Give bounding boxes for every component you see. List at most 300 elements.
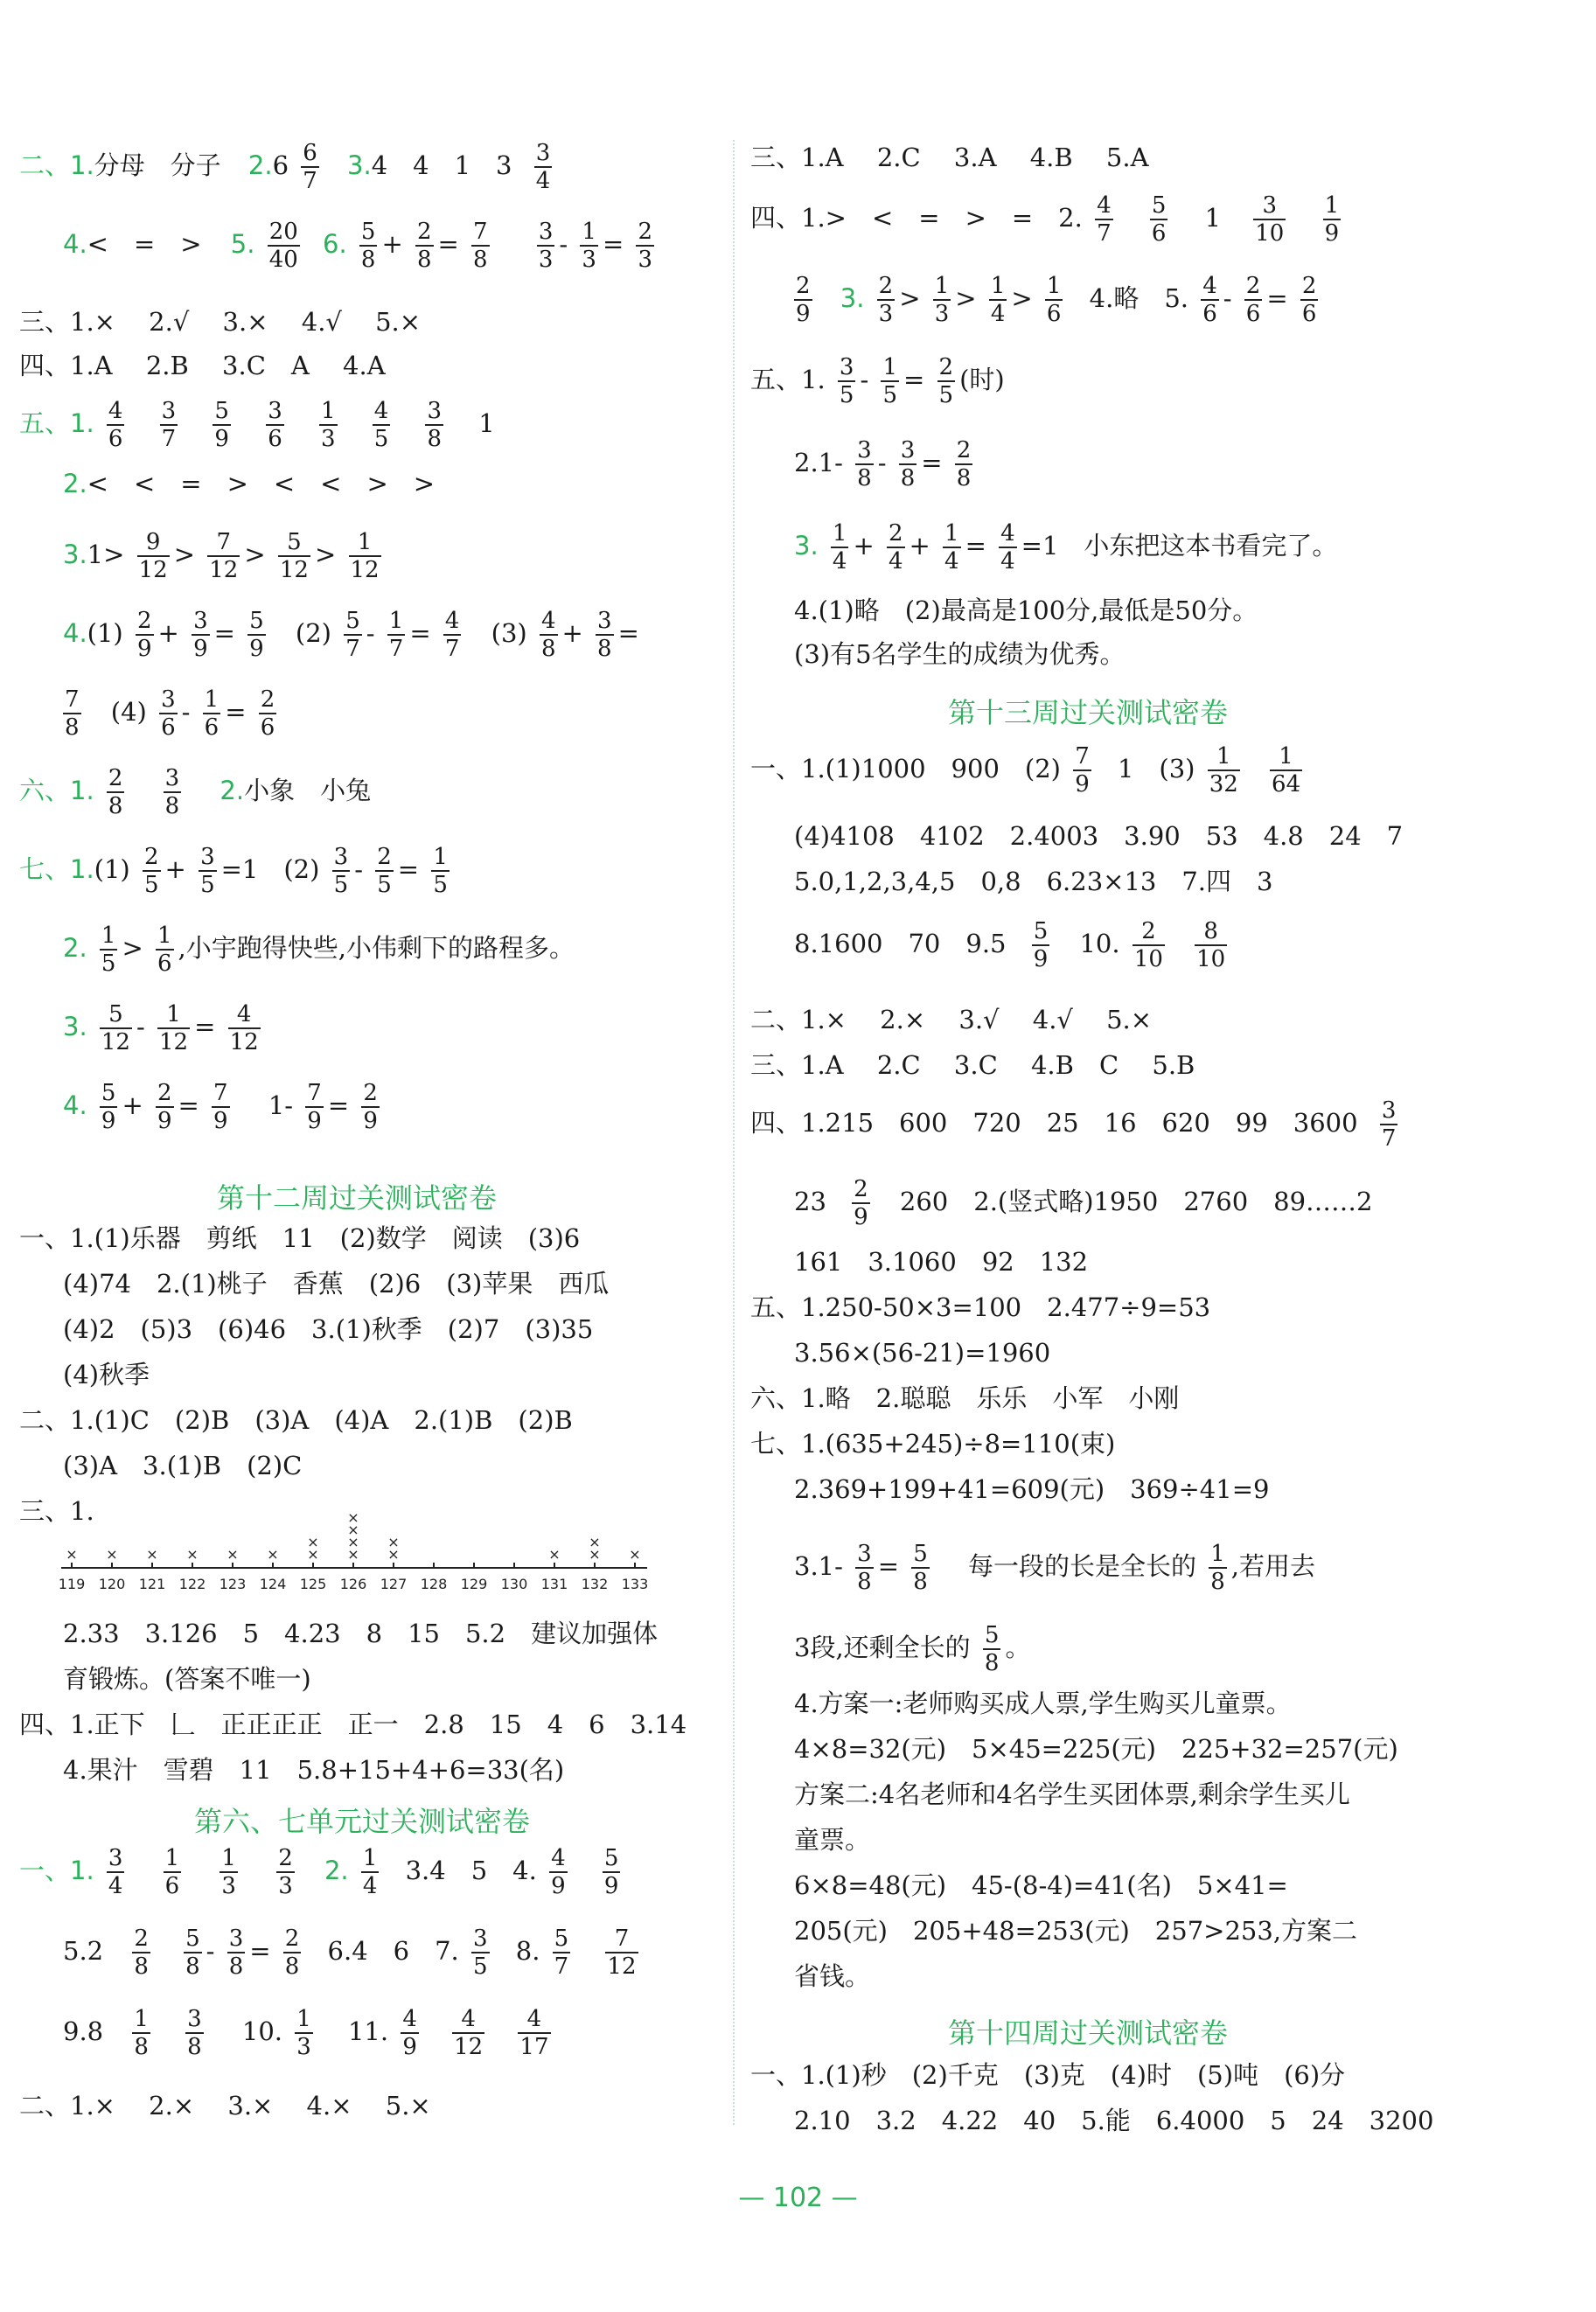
numerator: 3	[1381, 1097, 1397, 1124]
fraction	[989, 273, 1007, 327]
numerator: 1	[1324, 192, 1340, 219]
numerator: 3	[839, 354, 854, 380]
numerator: 2	[157, 1080, 172, 1106]
answer-row: 三、1.A 2.C 3.A 4.B 5.A	[750, 143, 1149, 172]
fraction	[1195, 918, 1227, 972]
dot-plot-mark: ×	[146, 1546, 158, 1563]
numerator: 1	[349, 529, 381, 557]
answer-text: 5.2	[63, 1936, 104, 1966]
dot-plot-tick-label: 126	[339, 1576, 367, 1592]
answer-text: 1	[1204, 203, 1222, 233]
answer-row: 3.1> $\frac{9}{12}$ > $\frac{7}{12}$ > $\frac{5}{12}$ > $\frac{1}{12}$	[63, 529, 380, 583]
denominator: 4	[832, 548, 847, 575]
denominator: 8	[984, 1650, 1000, 1676]
numerator: 4	[228, 1001, 261, 1029]
answer-text: (2)	[295, 618, 331, 648]
denominator: 12	[350, 557, 380, 583]
dot-plot-tick-label: 131	[540, 1576, 568, 1592]
dot-plot-mark: ×	[589, 1546, 601, 1563]
denominator: 12	[279, 557, 309, 583]
answer-row	[19, 140, 556, 194]
fraction	[443, 608, 462, 662]
denominator: 5	[433, 872, 448, 898]
dot-plot-mark: ×	[227, 1546, 239, 1563]
denominator: 6	[1046, 301, 1062, 327]
fraction	[1323, 192, 1342, 247]
fraction	[332, 844, 351, 898]
denominator: 12	[138, 557, 168, 583]
numerator: 5	[554, 1926, 569, 1952]
answer-row: 5.2 $\frac{2}{8}$ $\frac{5}{8}$ - $\frac{3}{8}$ = $\frac{2}{8}$ 6.4 6 7. $\frac{3}{5}$ 8. $\frac{5}{7}$ $\frac{7}{12}$	[63, 1926, 637, 1980]
numerator: 2	[1133, 918, 1165, 946]
denominator: 9	[603, 1873, 619, 1899]
denominator: 12	[454, 2034, 484, 2060]
fraction	[553, 1926, 571, 1980]
denominator: 7	[161, 426, 177, 452]
numerator: 3	[161, 686, 176, 713]
answer-row	[63, 2006, 555, 2060]
answer-text: 小象 小兔	[244, 776, 372, 805]
fraction	[1045, 273, 1063, 327]
fraction	[143, 844, 161, 898]
answer-row	[794, 1176, 1373, 1230]
fraction	[156, 1080, 174, 1134]
fraction	[132, 1926, 150, 1980]
fraction	[1095, 192, 1113, 247]
fraction	[247, 608, 266, 662]
numerator: 7	[213, 1080, 228, 1106]
denominator: 7	[444, 636, 460, 662]
numerator: 2	[416, 219, 432, 245]
fraction	[259, 686, 277, 741]
denominator: 9	[307, 1108, 322, 1134]
fraction	[911, 1541, 930, 1595]
column-divider	[733, 140, 735, 2125]
fraction	[184, 1926, 202, 1980]
item-number: 3.	[63, 540, 87, 569]
numerator: 4	[551, 1845, 566, 1871]
answer-row: (3)有5名学生的成绩为优秀。	[794, 639, 1126, 669]
numerator: 2	[1245, 273, 1261, 299]
denominator: 8	[284, 1953, 300, 1980]
denominator: 3	[582, 247, 596, 273]
answer-row: 一、1.(1)秒 (2)千克 (3)克 (4)时 (5)吨 (6)分	[750, 2060, 1346, 2090]
numerator: 3	[538, 219, 554, 245]
denominator: 9	[363, 1108, 378, 1134]
answer-row: 5.0,1,2,3,4,5 0,8 6.23×13 7.四 3	[794, 867, 1273, 896]
fraction	[933, 273, 951, 327]
answer-text: 4 4 1 3	[371, 150, 512, 180]
numerator: 7	[207, 529, 240, 557]
denominator: 17	[519, 2034, 549, 2060]
answer-row: 2. $\frac{1}{5}$ > $\frac{1}{6}$ ,小宇跑得快些,小伟剩下的路程多。	[63, 923, 575, 977]
denominator: 7	[1381, 1125, 1397, 1152]
fraction	[1073, 743, 1091, 797]
numerator: 5	[913, 1541, 928, 1567]
denominator: 5	[373, 426, 389, 452]
numerator: 20	[268, 219, 298, 245]
answer-row: 2.10 3.2 4.22 40 5.能 6.4000 5 24 3200	[794, 2106, 1434, 2135]
item-number: 3.	[347, 150, 372, 180]
denominator: 40	[268, 247, 298, 273]
dot-plot-tick-label: 119	[58, 1576, 86, 1592]
fraction	[877, 273, 896, 327]
numerator: 2	[134, 1926, 149, 1952]
answer-row	[750, 743, 1307, 797]
dot-plot-tick-label: 124	[259, 1576, 287, 1592]
numerator: 2	[108, 765, 123, 791]
numerator: 3	[1253, 192, 1286, 220]
fraction	[852, 1176, 870, 1230]
fraction	[137, 529, 170, 583]
dot-plot-mark: ×	[589, 1534, 601, 1550]
denominator: 8	[134, 1953, 149, 1980]
denominator: 4	[108, 1873, 123, 1899]
fraction	[359, 219, 378, 273]
answer-text: (时)	[959, 365, 1005, 394]
denominator: 9	[101, 1108, 116, 1134]
answer-text: 10.	[241, 2016, 282, 2046]
fraction	[213, 398, 231, 452]
denominator: 8	[164, 793, 180, 819]
fraction	[596, 608, 614, 662]
fraction	[373, 398, 391, 452]
denominator: 9	[213, 1108, 228, 1134]
answer-row: 3.56×(56-21)=1960	[794, 1338, 1051, 1368]
fraction	[160, 398, 178, 452]
denominator: 8	[185, 1953, 200, 1980]
numerator: 3	[427, 398, 443, 424]
fraction	[207, 529, 240, 583]
answer-row: 五、1. $\frac{3}{5}$ - $\frac{1}{5}$ = $\frac{2}{5}$ (时)	[750, 354, 1005, 408]
fraction	[537, 219, 555, 273]
numerator: 4	[452, 2006, 484, 2034]
denominator: 8	[857, 1569, 872, 1595]
answer-text: =1 小东把这本书看完了。	[1021, 531, 1338, 561]
answer-row: 四、1.A 2.B 3.C A 4.A	[19, 351, 386, 380]
numerator: 1	[1270, 743, 1302, 771]
fraction	[471, 219, 490, 273]
answer-row: $\frac{2}{9}$ 3. $\frac{2}{3}$ > $\frac{1}{3}$ > $\frac{1}{4}$ > $\frac{1}{6}$ 4.略 5. $\frac{4}{6}$ - $\frac{2}{6}$ = $\frac{2}{6}$	[796, 273, 1317, 327]
denominator: 3	[296, 2034, 311, 2060]
denominator: 3	[221, 1873, 236, 1899]
numerator: 3	[597, 608, 612, 634]
denominator: 7	[345, 636, 360, 662]
numerator: 2	[143, 844, 159, 870]
denominator: 3	[538, 247, 554, 273]
denominator: 9	[796, 301, 811, 327]
answer-text: (3)	[491, 618, 527, 648]
fraction	[220, 1845, 238, 1899]
numerator: 2	[260, 686, 275, 713]
fraction	[100, 1001, 132, 1055]
numerator: 1	[1210, 1541, 1225, 1567]
answer-row: 一、1.(1)乐器 剪纸 11 (2)数学 阅读 (3)6	[19, 1223, 581, 1253]
denominator: 9	[214, 426, 229, 452]
fraction	[63, 686, 81, 741]
dot-plot-tick-label: 130	[500, 1576, 528, 1592]
numerator: 8	[1195, 918, 1227, 946]
fraction	[156, 923, 174, 977]
denominator: 6	[260, 714, 275, 741]
item-number: 2.	[63, 933, 87, 963]
answer-row: 6×8=48(元) 45-(8-4)=41(名) 5×41=	[794, 1870, 1288, 1900]
numerator: 3	[187, 2006, 202, 2032]
numerator: 4	[373, 398, 389, 424]
answer-row: (4)2 (5)3 (6)46 3.(1)秋季 (2)7 (3)35	[63, 1314, 594, 1344]
dot-plot-tick-label: 127	[380, 1576, 408, 1592]
answer-row: (4)4108 4102 2.4003 3.90 53 4.8 24 7	[794, 821, 1404, 851]
page-number: — 102 —	[738, 2183, 858, 2213]
fraction	[1133, 918, 1165, 972]
fraction	[794, 273, 812, 327]
item-number: 4.	[63, 1090, 87, 1120]
answer-text: 分母 分子	[94, 150, 221, 180]
denominator: 12	[159, 1029, 189, 1055]
denominator: 8	[360, 247, 376, 273]
denominator: 9	[136, 636, 152, 662]
numerator: 5	[984, 1622, 1000, 1648]
fraction	[136, 608, 154, 662]
answer-row: 3. $\frac{5}{12}$ - $\frac{1}{12}$ = $\frac{4}{12}$	[63, 1001, 259, 1055]
fraction	[1244, 273, 1263, 327]
fraction	[283, 1926, 302, 1980]
numerator: 2	[956, 437, 972, 463]
answer-text: =1 (2)	[220, 854, 320, 884]
numerator: 9	[137, 529, 170, 557]
numerator: 5	[101, 1080, 116, 1106]
numerator: 1	[433, 844, 448, 870]
dot-plot-mark: ×	[186, 1546, 199, 1563]
section-title: 第十二周过关测试密卷	[217, 1181, 498, 1215]
numerator: 2	[796, 273, 811, 299]
numerator: 4	[444, 608, 460, 634]
answer-text: 每一段的长是全长的	[967, 1551, 1196, 1581]
answer-text: 四、1.> < = > = 2.	[750, 203, 1083, 233]
numerator: 7	[1075, 743, 1090, 770]
fraction	[344, 608, 362, 662]
item-number: 2.	[63, 469, 87, 498]
answer-row: 161 3.1060 92 132	[794, 1247, 1089, 1277]
fraction	[549, 1845, 568, 1899]
numerator: 3	[161, 398, 177, 424]
dot-plot-mark: ×	[347, 1546, 359, 1563]
answer-row	[794, 918, 1231, 972]
fraction	[1201, 273, 1219, 327]
section-label: 六、1.	[19, 776, 94, 805]
numerator: 3	[333, 844, 349, 870]
denominator: 10	[1133, 946, 1163, 972]
answer-text: 。	[1005, 1633, 1031, 1662]
fraction	[636, 219, 654, 273]
denominator: 10	[1255, 220, 1285, 247]
denominator: 9	[249, 636, 264, 662]
numerator: 2	[136, 608, 152, 634]
fraction	[1270, 743, 1302, 797]
numerator: 4	[1000, 520, 1015, 547]
answer-text: 6.4 6 7.	[327, 1936, 459, 1966]
answer-text: 1	[478, 408, 495, 438]
answer-row: 4.< = > 5. $\frac{20}{40}$ 6. $\frac{5}{8}$ + $\frac{2}{8}$ = $\frac{7}{8}$ $\frac{3}{3}$ - $\frac{1}{3}$ = $\frac{2}{3}$	[63, 219, 653, 273]
fraction	[1032, 918, 1050, 972]
fraction	[425, 398, 443, 452]
numerator: 3	[473, 1926, 488, 1952]
fraction	[1300, 273, 1319, 327]
answer-row: 4. $\frac{5}{9}$ + $\frac{2}{9}$ = $\frac{7}{9}$ 1- $\frac{7}{9}$ = $\frac{2}{9}$	[63, 1080, 378, 1134]
dot-plot-mark: ×	[387, 1546, 400, 1563]
denominator: 8	[540, 636, 556, 662]
denominator: 12	[607, 1953, 637, 1980]
fraction	[887, 520, 905, 575]
answer-row: 三、1.A 2.C 3.C 4.B C 5.B	[750, 1050, 1195, 1080]
denominator: 3	[638, 247, 653, 273]
fraction	[164, 765, 182, 819]
fraction	[881, 354, 899, 408]
answer-row: (4)秋季	[63, 1360, 150, 1389]
answer-row: 二、1.× 2.× 3.× 4.× 5.×	[19, 2091, 431, 2120]
answer-row	[750, 1097, 1402, 1152]
numerator: 3	[268, 398, 282, 424]
dot-plot-tick-label: 132	[581, 1576, 609, 1592]
answer-text: 10.	[1079, 929, 1120, 958]
fraction	[164, 1845, 182, 1899]
denominator: 5	[839, 382, 854, 408]
numerator: 1	[204, 686, 220, 713]
numerator: 7	[605, 1926, 638, 1953]
fraction	[855, 437, 874, 491]
fraction	[349, 529, 381, 583]
numerator: 4	[108, 398, 123, 424]
section-title: 第十四周过关测试密卷	[948, 2016, 1229, 2050]
dot-plot-mark: ×	[307, 1546, 319, 1563]
numerator: 1	[157, 1001, 190, 1029]
denominator: 8	[857, 465, 872, 491]
denominator: 7	[303, 168, 317, 194]
denominator: 8	[228, 1953, 244, 1980]
answer-row	[750, 192, 1345, 247]
dot-plot	[58, 1500, 700, 1605]
numerator: 1	[221, 1845, 236, 1871]
dot-plot-tick-label: 129	[460, 1576, 488, 1592]
fraction	[534, 140, 553, 194]
numerator: 1	[832, 520, 847, 547]
answer-row: 三、1.× 2.√ 3.× 4.√ 5.×	[19, 307, 422, 337]
fraction	[100, 1080, 118, 1134]
denominator: 5	[938, 382, 954, 408]
fraction	[276, 1845, 295, 1899]
denominator: 9	[157, 1108, 172, 1134]
numerator: 3	[857, 437, 872, 463]
dot-plot-mark: ×	[106, 1546, 118, 1563]
dot-plot-tick-label: 121	[138, 1576, 166, 1592]
fraction	[305, 1080, 324, 1134]
numerator: 1	[934, 273, 950, 299]
numerator: 1	[320, 398, 336, 424]
item-number: 5.	[230, 229, 255, 259]
denominator: 12	[101, 1029, 130, 1055]
fraction	[227, 1926, 246, 1980]
fraction	[203, 686, 221, 741]
denominator: 7	[554, 1953, 569, 1980]
answer-text: < = >	[87, 229, 202, 259]
denominator: 9	[1075, 771, 1090, 797]
fraction	[401, 2006, 419, 2060]
answer-row: 205(元) 205+48=253(元) 257>253,方案二	[794, 1916, 1358, 1946]
denominator: 6	[164, 1873, 180, 1899]
dot-plot-tick-label: 122	[178, 1576, 206, 1592]
answer-text: 1-	[268, 1090, 294, 1120]
denominator: 6	[1202, 301, 1217, 327]
fraction	[605, 1926, 638, 1980]
denominator: 4	[944, 548, 959, 575]
denominator: 8	[134, 2034, 149, 2060]
answer-row: 育锻炼。(答案不唯一)	[63, 1664, 311, 1694]
dot-plot-tick-label: 133	[621, 1576, 649, 1592]
fraction	[107, 765, 125, 819]
denominator: 4	[362, 1873, 378, 1899]
item-number: 3.	[63, 1012, 87, 1041]
answer-row: 六、1.略 2.聪聪 乐乐 小军 小刚	[750, 1383, 1180, 1413]
numerator: 5	[214, 398, 229, 424]
numerator: 2	[938, 354, 954, 380]
section-title: 第十三周过关测试密卷	[948, 696, 1229, 729]
fraction	[375, 844, 394, 898]
fraction	[452, 2006, 484, 2060]
numerator: 1	[944, 520, 959, 547]
fraction	[100, 923, 118, 977]
answer-row: 方案二:4名老师和4名学生买团体票,剩余学生买儿	[794, 1779, 1350, 1809]
denominator: 6	[1301, 301, 1317, 327]
denominator: 6	[1151, 220, 1167, 247]
answer-row	[63, 468, 435, 499]
section-label: 一、1.	[19, 1856, 94, 1885]
answer-text: 11.	[347, 2016, 389, 2046]
numerator: 4	[540, 608, 556, 634]
item-number: 2.	[247, 150, 273, 180]
denominator: 9	[1033, 946, 1049, 972]
answer-row: (3)A 3.(1)B (2)C	[63, 1451, 303, 1480]
numerator: 6	[303, 140, 317, 166]
denominator: 8	[108, 793, 123, 819]
answer-text: 3段,还剩全长的	[794, 1633, 971, 1662]
fraction	[831, 520, 849, 575]
numerator: 3	[200, 844, 215, 870]
denominator: 9	[551, 1873, 566, 1899]
denominator: 5	[101, 951, 116, 977]
numerator: 4	[1202, 273, 1217, 299]
denominator: 8	[956, 465, 972, 491]
fraction	[185, 2006, 204, 2060]
item-number: 3.	[840, 283, 865, 313]
denominator: 3	[320, 426, 336, 452]
fraction	[1208, 743, 1240, 797]
numerator: 2	[284, 1926, 300, 1952]
answer-row: 2.369+199+41=609(元) 369÷41=9	[794, 1474, 1270, 1504]
fraction	[415, 219, 434, 273]
numerator: 3	[193, 608, 208, 634]
numerator: 1	[990, 273, 1006, 299]
answer-text: 6	[272, 150, 289, 180]
numerator: 1	[157, 923, 172, 949]
numerator: 3	[857, 1541, 872, 1567]
dot-plot-mark: ×	[307, 1534, 319, 1550]
denominator: 4	[888, 548, 903, 575]
answer-row: 3. $\frac{1}{4}$ + $\frac{2}{4}$ + $\frac{1}{4}$ = $\frac{4}{4}$ =1 小东把这本书看完了。	[794, 520, 1338, 575]
denominator: 12	[229, 1029, 259, 1055]
numerator: 2	[854, 1176, 868, 1202]
numerator: 5	[249, 608, 264, 634]
denominator: 10	[1196, 946, 1226, 972]
